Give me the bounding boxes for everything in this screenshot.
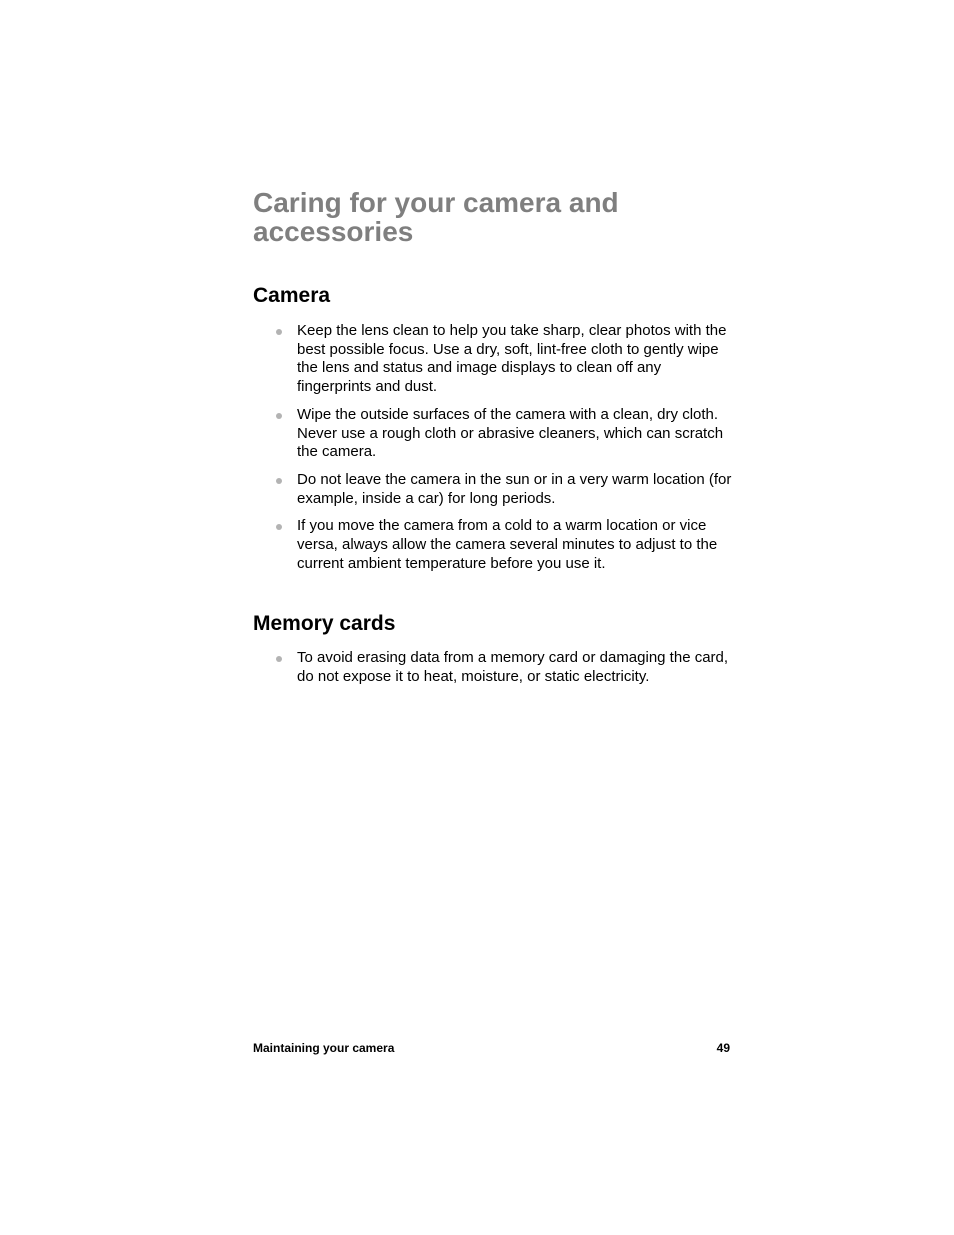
list-item	[253, 322, 733, 397]
bullet-dot-icon	[276, 478, 282, 484]
section-heading-camera: Camera	[253, 284, 331, 307]
footer-page-number: 49	[716, 1041, 730, 1055]
memory-card-care-list	[253, 649, 733, 695]
footer-section-name: Maintaining your camera	[253, 1041, 395, 1055]
list-item-text: If you move the camera from a cold to a warm location or vice versa, always allow the camera several minutes to adjust to the current ambient temperature before you use it.	[297, 517, 718, 572]
list-item-text: Keep the lens clean to help you take sharp, clear photos with the best possible focus. Use a dry, soft, lint-free cloth to gently wipe the lens and status and image displays to clean off any fingerprints and dust.	[297, 322, 727, 396]
list-item	[253, 649, 733, 686]
list-item-text: Wipe the outside surfaces of the camera with a clean, dry cloth. Never use a rough cloth or abrasive cleaners, which can scratch the camera.	[297, 405, 724, 461]
camera-care-list	[253, 322, 733, 582]
list-item	[253, 471, 733, 508]
page-title: Caring for your camera and accessories	[253, 187, 619, 247]
list-item	[253, 406, 733, 462]
bullet-dot-icon	[276, 656, 282, 662]
list-item-text: Do not leave the camera in the sun or in a very warm location (for example, inside a car) for long periods.	[297, 470, 732, 507]
bullet-dot-icon	[276, 413, 282, 419]
list-item	[253, 517, 733, 573]
bullet-dot-icon	[276, 524, 282, 530]
bullet-dot-icon	[276, 329, 282, 335]
list-item-text: To avoid erasing data from a memory card or damaging the card, do not expose it to heat, moisture, or static electricity.	[297, 649, 729, 685]
section-heading-memory-cards: Memory cards	[253, 612, 396, 635]
